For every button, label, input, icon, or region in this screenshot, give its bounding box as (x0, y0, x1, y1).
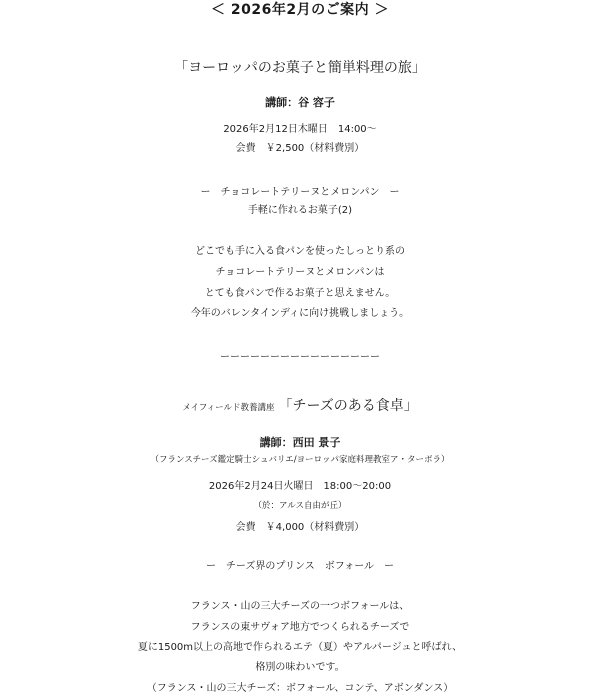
page-header: ＜ 2026年2月のご案内 ＞ (211, 2, 389, 18)
event2-fee: 会費 ￥4,000（材料費別） (235, 522, 365, 533)
event2-datetime: 2026年2月24日火曜日 18:00〜20:00 (208, 481, 392, 492)
event2-description-line: 格別の味わいです。 (255, 662, 345, 673)
event1-theme-line1: ー チョコレートテリーヌとメロンパン ー (200, 187, 400, 198)
event1-theme-line2: 手軽に作れるお菓子(2) (247, 205, 353, 216)
event1-lecturer: 講師：谷 容子 (265, 96, 335, 109)
event1-description-line: とても食パンで作るお菓子と思えません。 (204, 288, 396, 299)
event2-series: メイフィールド教養講座 (182, 403, 275, 413)
event1-title: 「ヨーロッパのお菓子と簡単料理の旅」 (174, 60, 426, 76)
event2-theme-line: ー チーズ界のプリンス ボフォール ー (205, 561, 395, 572)
event2-title: 「チーズのある食卓」 (278, 398, 418, 414)
event2-description-line: フランス・山の三大チーズの一つボフォールは、 (190, 601, 410, 612)
event2-description-line: （フランス・山の三大チーズ：ボフォール、コンテ、アボンダンス） (146, 683, 454, 694)
event2-lecturer: 講師：西田 景子 (259, 436, 341, 449)
section-divider: ーーーーーーーーーーーーーーーー (220, 352, 380, 363)
event2-description-line: フランスの東サヴォア地方でつくられるチーズで (190, 622, 410, 633)
event1-description-line: どこでも手に入る食パンを使ったしっとり系の (195, 246, 405, 257)
event1-description-line: チョコレートテリーヌとメロンパンは (215, 267, 385, 278)
event1-description-line: 今年のバレンタインディに向け挑戦しましょう。 (190, 308, 410, 319)
event2-venue: （於：アルス自由が丘） (253, 501, 347, 511)
event2-lecturer-note: （フランスチーズ鑑定騎士シュバリエ/ヨーロッパ家庭料理教室ア・ターボラ） (150, 455, 450, 465)
event1-datetime: 2026年2月12日木曜日 14:00〜 (223, 124, 377, 135)
event2-description-line: 夏に1500m以上の高地で作られるエテ（夏）やアルパージュと呼ばれ、 (137, 642, 463, 653)
event1-fee: 会費 ￥2,500（材料費別） (235, 143, 365, 154)
event2-title-row (0, 399, 600, 413)
